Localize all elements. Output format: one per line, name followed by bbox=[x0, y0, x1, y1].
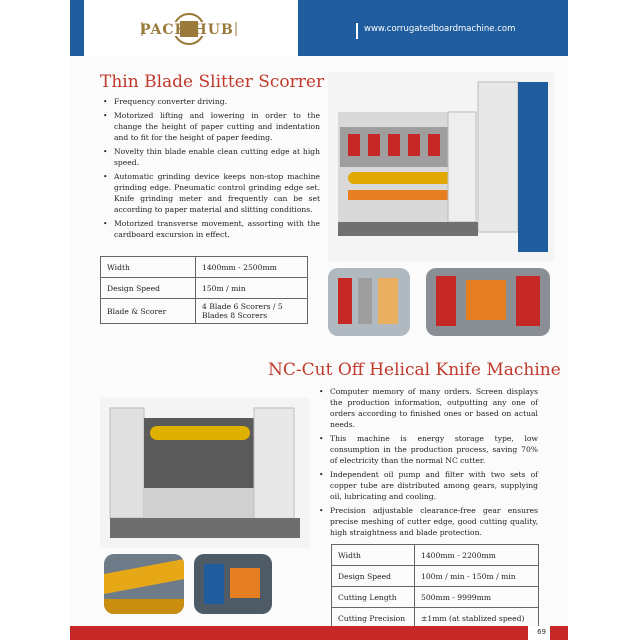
section2-spec-table bbox=[331, 544, 539, 629]
list-item: • Computer memory of many orders. Screen displays the production information, outputting any one of orders according to finished ones or based on actual needs. bbox=[316, 386, 538, 430]
list-item: • Frequency converter driving. bbox=[100, 96, 320, 107]
header-bar bbox=[70, 0, 568, 56]
logo-text: PACK HUB bbox=[140, 22, 234, 38]
list-item: • Precision adjustable clearance-free gear ensures precise meshing of cutter edge, good cutting quality, high straightness and blade protection. bbox=[316, 505, 538, 538]
list-item: • Automatic grinding device keeps non-stop machine grinding edge. Pneumatic control grinding edge set. Knife grinding meter and frequently can be set according to paper material and slitting conditions. bbox=[100, 171, 320, 215]
footer-bar bbox=[70, 626, 568, 640]
spec-label: Blade & Scorer bbox=[101, 299, 196, 324]
spec-value: 100m / min - 150m / min bbox=[415, 566, 539, 587]
spec-label: Cutting Precision bbox=[332, 608, 415, 629]
url-divider bbox=[356, 23, 358, 39]
list-item: • Motorized transverse movement, assorting with the cardboard excursion in effect. bbox=[100, 218, 320, 240]
spec-label: Design Speed bbox=[332, 566, 415, 587]
helical-detail-image-2 bbox=[194, 554, 272, 614]
table-row bbox=[101, 257, 308, 278]
logo-panel bbox=[84, 0, 298, 56]
page-number: 69 bbox=[537, 628, 546, 636]
spec-label: Design Speed bbox=[101, 278, 196, 299]
section1-feature-list bbox=[100, 96, 320, 243]
spec-label: Width bbox=[332, 545, 415, 566]
spec-value: 150m / min bbox=[196, 278, 308, 299]
slitter-scorer-machine-image bbox=[328, 72, 554, 262]
spec-value: 4 Blade 6 Scorers / 5 Blades 8 Scorers bbox=[196, 299, 308, 324]
slitter-detail-image-2 bbox=[426, 268, 550, 336]
section1-spec-table bbox=[100, 256, 308, 324]
brochure-page bbox=[70, 0, 568, 640]
spec-value: 1400mm - 2500mm bbox=[196, 257, 308, 278]
helical-knife-machine-image bbox=[100, 398, 310, 548]
website-url[interactable]: www.corrugatedboardmachine.com bbox=[364, 24, 516, 34]
spec-label: Width bbox=[101, 257, 196, 278]
list-item: • Novelty thin blade enable clean cutting edge at high speed. bbox=[100, 146, 320, 168]
table-row bbox=[332, 545, 539, 566]
section2-feature-list bbox=[316, 386, 538, 541]
spec-value: ±1mm (at stablized speed) bbox=[415, 608, 539, 629]
section2-title: NC-Cut Off Helical Knife Machine bbox=[268, 360, 561, 380]
list-item: • Independent oil pump and filter with two sets of copper tube are distributed among gears, supplying oil, lubricating and cooling. bbox=[316, 469, 538, 502]
spec-value: 1400mm - 2200mm bbox=[415, 545, 539, 566]
table-row bbox=[101, 299, 308, 324]
spec-value: 500mm - 9999mm bbox=[415, 587, 539, 608]
slitter-detail-image-1 bbox=[328, 268, 410, 336]
table-row bbox=[332, 566, 539, 587]
helical-detail-image-1 bbox=[104, 554, 184, 614]
table-row bbox=[332, 587, 539, 608]
list-item: • Motorized lifting and lowering in order to the change the height of paper cutting and indentation and to fit for the height of paper feeding. bbox=[100, 110, 320, 143]
spec-label: Cutting Length bbox=[332, 587, 415, 608]
section1-title: Thin Blade Slitter Scorrer bbox=[100, 72, 325, 92]
list-item: • This machine is energy storage type, low consumption in the production process, saving 70% of electricity than the normal NC cutter. bbox=[316, 433, 538, 466]
table-row bbox=[101, 278, 308, 299]
